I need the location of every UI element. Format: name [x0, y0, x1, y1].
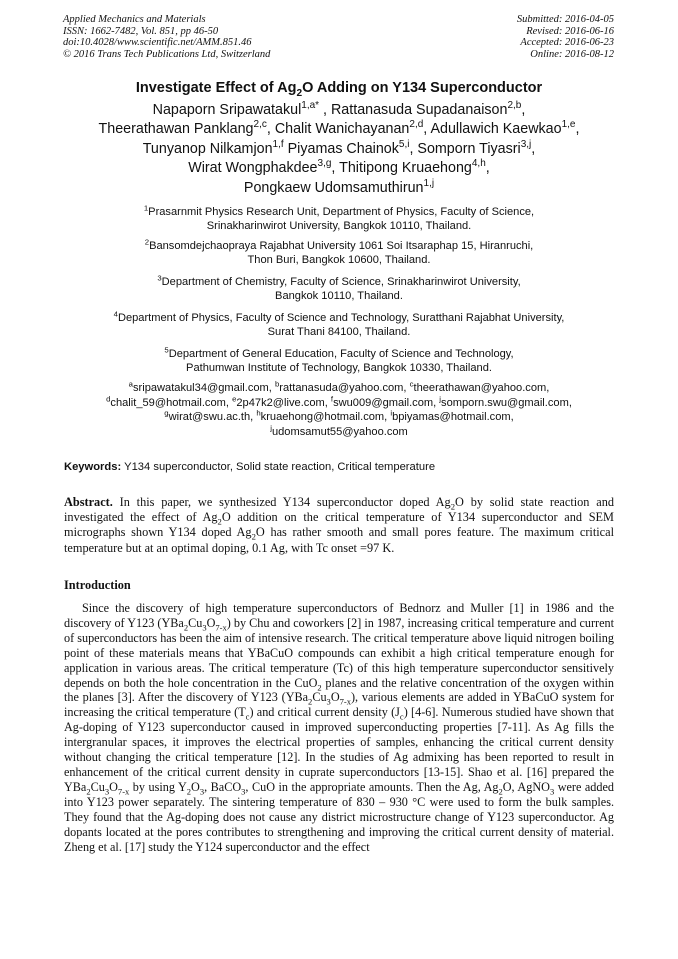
section-heading: Introduction — [64, 578, 131, 592]
affiliation-5: $^5$Department of General Education, Faculty of Science and Technology, Pathumwan Institute of Technology, Bangkok 10330, Thailand. — [164, 345, 514, 374]
email-link[interactable]: bpiyamas@hotmail.com, — [392, 411, 514, 424]
author-name: Pongkaew Udomsamuthirun — [243, 179, 424, 196]
email-link[interactable]: somporn.swu@gmail.com, — [441, 396, 572, 409]
author-name: Thitipong Kruaehong — [339, 160, 472, 177]
email-line: $^g$wirat@swu.ac.th, $^h$kruaehong@hotmail.com, $^i$bpiyamas@hotmail.com, — [164, 408, 514, 424]
email-link[interactable]: 2p47k2@live.com, — [236, 396, 331, 409]
journal-info — [63, 14, 270, 60]
author-name: Tunyanop Nilkamjon — [142, 140, 273, 157]
abstract: Abstract. In this paper, we synthesized Y134 superconductor doped $Ag_2O$ by solid state reaction and investigated the effect of $Ag_2O$ addition on the critical temperature of Y134 superconductor and SEM micrographs shown Y134 doped $Ag_2O$ has rather smooth and small pores feature. The maximum critical temperature but at an optimal doping, 0.1 Ag, with Tc onset =97 K. — [64, 495, 614, 555]
revised-date: Revised: 2016-06-16 — [526, 25, 614, 37]
email-link[interactable]: chalit_59@hotmail.com, — [110, 396, 233, 409]
online-date: Online: 2016-08-12 — [530, 48, 614, 60]
email-line: $^d$chalit_59@hotmail.com, $^e$2p47k2@live.com, $^f$swu009@gmail.com, $^j$somporn.swu@gmail.com, — [106, 393, 572, 409]
email-link[interactable]: theerathawan@yahoo.com, — [413, 382, 550, 394]
email-line: $^a$sripawatakul34@gmail.com, $^b$rattanasuda@yahoo.com, $^c$theerathawan@yahoo.com, — [128, 379, 550, 394]
accepted-date: Accepted: 2016-06-23 — [520, 37, 614, 49]
email-link[interactable]: rattanasuda@yahoo.com, — [279, 382, 410, 394]
author-name: Piyamas Chainok — [287, 140, 399, 157]
author-name: Wirat Wongphakdee — [188, 160, 318, 177]
publication-dates — [517, 14, 614, 60]
affiliation-4: $^4$Department of Physics, Faculty of Science and Technology, Suratthani Rajabhat University, Surat Thani 84100, Thailand. — [113, 309, 565, 338]
paper-title: Investigate Effect of $Ag_2O$ Adding on Y134 Superconductor — [135, 80, 543, 99]
author-line: Tunyanop Nilkamjon$^{1,f}$ Piyamas Chainok$^{5,i}$, Somporn Tiyasri$^{3,j}$, — [142, 139, 536, 157]
email-link[interactable]: swu009@gmail.com, — [333, 396, 440, 409]
email-list — [50, 381, 628, 439]
author-list — [40, 101, 638, 198]
doi-line: doi:10.4028/www.scientific.net/AMM.851.46 — [63, 37, 252, 49]
affiliation-1: $^1$Prasarnmit Physics Research Unit, Department of Physics, Faculty of Science, Srinakharinwirot University, Bangkok 10110, Thailand. — [143, 203, 535, 232]
introduction-paragraph: Since the discovery of high temperature superconductors of Bednorz and Muller [1] in 1986 and the discovery of Y123 $(YBa_2Cu_3O_{7-x})$ by Chu and coworkers [2] in 1987, increasing critical temperature and current of superconductors has been the aim of intensive research. The critical temperature above liquid nitrogen boiling point of these materials means that YBaCuO compounds can exhibit a high critical temperature enough for application in various areas. The critical temperature (Tc) of this high temperature superconductor sensitively depends on both the hole concentration in the CuO$_2$ planes and the relative concentration of the oxygen within the planes [3]. After the discovery of Y123 $(YBa_2Cu_3O_{7-x})$, various elements are added in YBaCuO system for increasing the critical temperature $(T_c)$ and critical current density $(J_c)$ [4-6]. Numerous studied have shown that Ag-doping of Y123 superconductor caused in improved superconducting properties [7-11]. As Ag fills the intergranular spaces, it improves the electrical properties of samples, enhancing the critical current density without changing the critical temperature [12]. In the studies of Ag admixing has been reported to result in enhancement of the critical current density in cuprate superconductors [13-15]. Shao et al. [16] prepared the $YBa_2Cu_3O_{7-x}$ by using $Y_2O_3$, BaCO$_3$, CuO in the appropriate amounts. Then the Ag, $Ag_2O$, AgNO$_3$ were added into Y123 power separately. The sintering temperature of 830 – 930 °C were used to form the bulk samples. They found that the Ag-doping does not cause any district microstructure change of Y123 superconductor. Ag dopants located at the pores contributes to strengthening and improving the critical current density of material. Zheng et al. [17] study the Y124 superconductor and the effect — [64, 601, 615, 854]
author-line: Wirat Wongphakdee$^{3,g}$, Thitipong Kruaehong$^{4,h}$, — [188, 158, 490, 177]
issn-line: ISSN: 1662-7482, Vol. 851, pp 46-50 — [63, 25, 219, 37]
author-line: Napaporn Sripawatakul$^{1,a*}$ , Rattanasuda Supadanaison$^{2,b}$, — [152, 100, 526, 118]
keywords-text: Y134 superconductor, Solid state reaction, Critical temperature — [121, 461, 436, 473]
author-name: Chalit Wanichayanan — [274, 121, 410, 138]
author-name: Rattanasuda Supadanaison — [330, 102, 508, 118]
keywords-label: Keywords: — [64, 461, 122, 473]
abstract-label: Abstract. — [64, 495, 113, 509]
email-line: $^j$udomsamut55@yahoo.com — [270, 423, 408, 438]
author-line: Theerathawan Panklang$^{2,c}$, Chalit Wanichayanan$^{2,d}$, Adullawich Kaewkao$^{1,e}$, — [98, 119, 580, 138]
journal-name: Applied Mechanics and Materials — [63, 14, 206, 25]
affiliation-3: $^3$Department of Chemistry, Faculty of Science, Srinakharinwirot University, Bangkok 10110, Thailand. — [157, 273, 521, 302]
submitted-date: Submitted: 2016-04-05 — [516, 14, 614, 25]
author-line: Pongkaew Udomsamuthirun$^{1,j}$ — [243, 177, 435, 196]
affiliation-2: $^2$Bansomdejchaopraya Rajabhat University 1061 Soi Itsaraphap 15, Hiranruchi, Thon Buri, Bangkok 10600, Thailand. — [144, 237, 534, 266]
keywords — [64, 461, 616, 473]
email-link[interactable]: udomsamut55@yahoo.com — [271, 425, 408, 438]
author-name: Theerathawan Panklang — [98, 121, 254, 138]
email-link[interactable]: sripawatakul34@gmail.com, — [132, 382, 275, 394]
email-link[interactable]: wirat@swu.ac.th, — [168, 411, 257, 424]
author-name: Adullawich Kaewkao — [430, 121, 562, 138]
email-link[interactable]: kruaehong@hotmail.com, — [260, 411, 391, 424]
author-name: Napaporn Sripawatakul — [152, 102, 302, 118]
author-name: Somporn Tiyasri — [417, 140, 521, 157]
copyright-line: © 2016 Trans Tech Publications Ltd, Switzerland — [63, 48, 271, 60]
